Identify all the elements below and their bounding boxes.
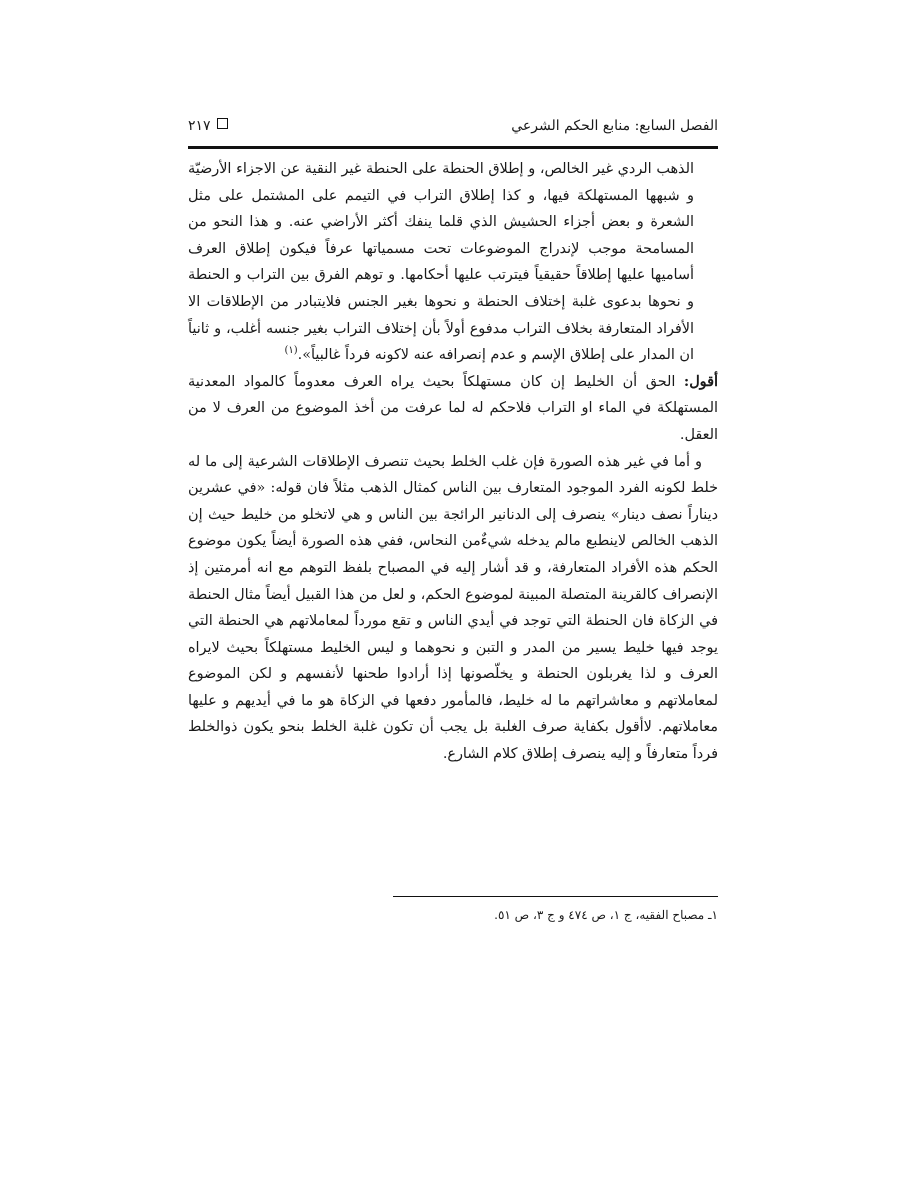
- footnote-divider: [393, 896, 718, 897]
- page-header: [188, 112, 718, 149]
- paragraph-lead: أقول:: [683, 372, 718, 390]
- quoted-paragraph: [188, 156, 718, 369]
- page-number-text: ٢١٧: [188, 118, 211, 134]
- square-bullet-icon: [217, 118, 228, 129]
- footnote-reference[interactable]: (١): [284, 345, 298, 357]
- page-number: [188, 118, 228, 134]
- main-text: [188, 156, 718, 768]
- footnote: ١ـ مصباح الفقيه، ج ١، ص ٤٧٤ و ج ٣، ص ٥١.: [494, 908, 718, 922]
- paragraph-1: [188, 369, 718, 449]
- paragraph-2: و أما في غير هذه الصورة فإن غلب الخلط بحيث تنصرف الإطلاقات الشرعية إلى ما له خلط لكونه الفرد الموجود المتعارف بين الناس كمثال الذهب مثلاً فان قوله: «في عشرين ديناراً نصف دينار» ينصرف إلى الدنانير الرائجة بين الناس و هي لاتخلو من خليط حيث إن الذهب الخالص لاينطبع مالم يدخله شيءٌمن النحاس، ففي هذه الصورة أيضاً يكون موضوع الحكم هذه الأفراد المتعارفة، و قد أشار إليه في المصباح بلفظ التوهم مع انه أمرمتين إذ الإنصراف كالقرينة المتصلة المبينة لموضوع الحكم، و لعل من هذا القبيل أيضاً مثال الحنطة في الزكاة فان الحنطة التي توجد في أيدي الناس و تقع مورداً لمعاملاتهم هي الحنطة التي يوجد فيها خليط يسير من المدر و التبن و نحوهما و ليس الخليط مستهلكاً بحيث لايراه العرف و لذا يغربلون الحنطة و يخلّصونها إذا أرادوا طحنها لأنفسهم و لكن الموضوع لمعاملاتهم و معاشراتهم ما له خليط، فالمأمور دفعها في الزكاة هو ما في أيديهم و عليها معاملاتهم. لاأقول بكفاية صرف الغلبة بل يجب أن تكون غلبة الخلط بنحو يكون ذوالخلط فرداً متعارفاً و إليه ينصرف إطلاق كلام الشارع.: [188, 453, 718, 763]
- running-title: الفصل السابع: منابع الحكم الشرعي: [511, 118, 718, 134]
- paragraph-1-text: الحق أن الخليط إن كان مستهلكاً بحيث يراه العرف معدوماً كالمواد المعدنية المستهلكة في الماء او التراب فلاحكم له لما عرفت من أخذ الموضوع من العرف لا من العقل.: [188, 373, 718, 443]
- quote-text: الذهب الردي غير الخالص، و إطلاق الحنطة على الحنطة غير النقية عن الاجزاء الأرضيّة و شبهها المستهلكة فيها، و كذا إطلاق التراب في التيمم على المشتمل على مثل الشعرة و بعض أجزاء الحشيش الذي قلما ينفك أكثر الأراضي عنه. و هذا النحو من المسامحة موجب لإندراج الموضوعات تحت مسمياتها عرفاً فيكون إطلاق العرف أساميها عليها إطلاقاً حقيقياً فيترتب عليها أحكامها. و توهم الفرق بين التراب و الحنطة و نحوها بدعوى غلبة إختلاف الحنطة و نحوها بغير الجنس فلايتبادر من الإطلاقات الا الأفراد المتعارفة بخلاف التراب مدفوع أولاً بأن إختلاف التراب بغير جنسه أغلب، و ثانياً ان المدار على إطلاق الإسم و عدم إنصرافه عنه لاكونه فرداً غالبياً».: [188, 161, 694, 364]
